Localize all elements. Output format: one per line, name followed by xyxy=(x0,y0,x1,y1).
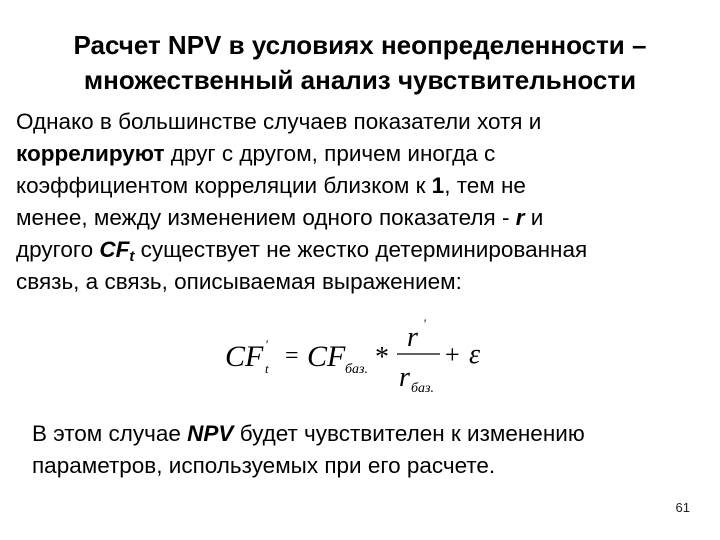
formula-equals: = xyxy=(285,343,299,369)
conclusion-paragraph xyxy=(32,418,702,482)
formula-cf-left: CF xyxy=(225,340,264,373)
text: другого xyxy=(16,237,100,262)
paragraph-line-4 xyxy=(16,202,706,234)
formula-svg xyxy=(225,316,505,406)
paragraph-line-1 xyxy=(16,106,706,138)
text: , тем не xyxy=(444,173,526,198)
bold-term-correlate: коррелируют xyxy=(16,141,165,166)
text: Однако в большинстве случаев показатели хотя и xyxy=(16,109,542,134)
paragraph-line-3 xyxy=(16,170,706,202)
text: существует не жестко детерминированная xyxy=(134,237,588,262)
variable-cf xyxy=(99,237,135,265)
formula-plus: + xyxy=(445,340,460,369)
bold-number-one: 1 xyxy=(431,173,445,198)
paragraph-line-6 xyxy=(16,266,706,298)
cf-symbol: CF xyxy=(99,237,130,262)
formula-prime-top: ' xyxy=(423,316,426,331)
formula-sub-base-1: баз. xyxy=(345,362,369,377)
formula xyxy=(225,316,505,406)
formula-sub-t: t xyxy=(265,361,269,376)
body-paragraph xyxy=(16,106,706,298)
paragraph-line-5 xyxy=(16,234,706,266)
text: будет чувствителен к изменению xyxy=(233,421,585,446)
text: друг с другом, причем иногда с xyxy=(164,141,496,166)
variable-r: r xyxy=(515,205,525,230)
title-line-2: множественный анализ чувствительности xyxy=(83,65,637,95)
conclusion-line-1 xyxy=(32,418,702,450)
conclusion-line-2: параметров, используемых при его расчете. xyxy=(32,453,496,478)
term-npv: NPV xyxy=(187,421,234,446)
text: связь, а связь, описываемая выражением: xyxy=(16,269,462,294)
formula-cf-right: CF xyxy=(307,340,346,373)
page-number: 61 xyxy=(675,500,690,515)
cf-subscript: t xyxy=(129,248,135,265)
title-line-1: Расчет NPV в условиях неопределенности – xyxy=(73,30,647,60)
text: коэффициентом корреляции близком к xyxy=(16,173,432,198)
text: и xyxy=(524,205,544,230)
formula-sub-base-2: баз. xyxy=(411,381,435,396)
text: менее, между изменением одного показателя - xyxy=(16,205,516,230)
formula-r-bottom: r xyxy=(399,362,410,393)
formula-r-top: r xyxy=(407,322,418,353)
slide-title xyxy=(10,28,710,98)
formula-epsilon: ε xyxy=(469,339,481,370)
paragraph-line-2 xyxy=(16,138,706,170)
text: В этом случае xyxy=(32,421,188,446)
formula-prime-left: ' xyxy=(265,337,268,352)
formula-times: * xyxy=(375,342,389,373)
